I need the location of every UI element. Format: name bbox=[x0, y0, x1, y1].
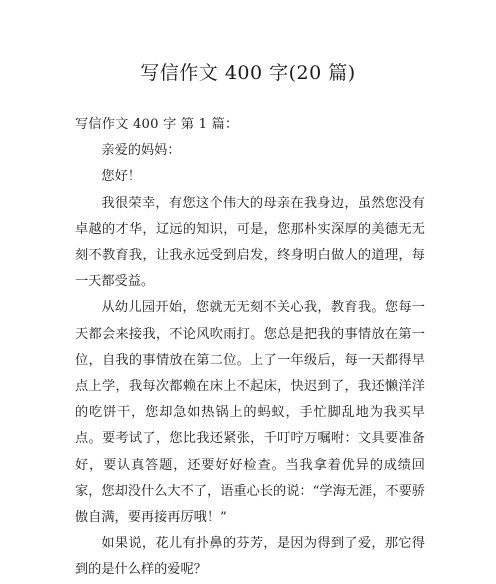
document-title: 写信作文 400 字(20 篇) bbox=[140, 62, 356, 84]
section-heading: 写信作文 400 字 第 1 篇： bbox=[75, 117, 239, 132]
body-paragraph: 我很荣幸，有您这个伟大的母亲在我身边，虽然您没有卓越的才华，辽远的知识，可是，您那朴实深厚的美德无无刻不教育我，让我永远受到启发，终身明白做人的道理，每一天都受益。 bbox=[75, 195, 425, 290]
body-paragraph: 如果说，花儿有扑鼻的芬芳，是因为得到了爱，那它得到的是什么样的爱呢？ bbox=[75, 536, 425, 578]
letter-salutation: 亲爱的妈妈： bbox=[101, 143, 181, 159]
document-body bbox=[75, 112, 425, 584]
body-paragraph: 从幼儿园开始，您就无无刻不关心我，教育我。您每一天都会来接我，不论风吹雨打。您总是把我的事情放在第一位，自我的事情放在第二位。上了一年级后，每一天都得早点上学，我每次都赖在床上不起床，快迟到了，我还懒洋洋的吃饼干，您却急如热锅上的蚂蚁，手忙脚乱地为我买早点。要考试了，您比我还紧张，千叮咛万嘱咐：文具要准备好，要认真答题，还要好好检查。当我拿着优异的成绩回家，您却没什么大不了，语重心长的说：“学海无涯，不要骄傲自满，要再接再厉哦！” bbox=[75, 300, 425, 526]
letter-greeting: 您好！ bbox=[101, 169, 141, 185]
